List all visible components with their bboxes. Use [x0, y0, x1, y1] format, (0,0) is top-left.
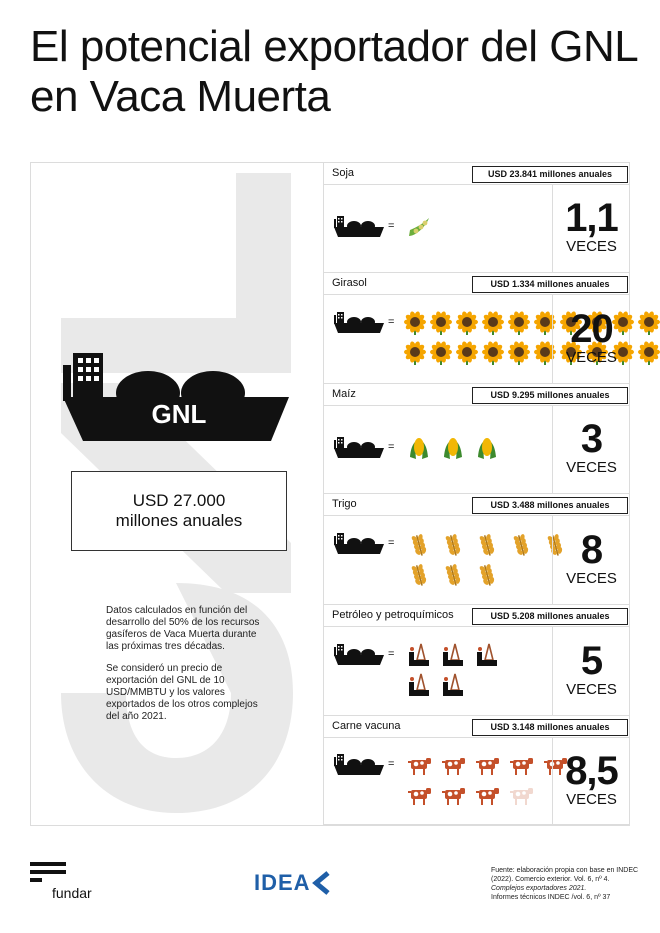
oil-rig-icon — [441, 672, 465, 698]
cow-icon — [509, 782, 533, 808]
times-box — [552, 737, 630, 824]
times-unit: VECES — [566, 348, 617, 366]
sunflower-icon — [455, 310, 479, 336]
sunflower-icon — [481, 310, 505, 336]
times-value: 1,1 — [565, 196, 618, 240]
oil-rig-icon — [475, 642, 499, 668]
times-value: 8 — [580, 527, 603, 572]
sunflower-icon — [507, 340, 531, 366]
wheat-icon — [509, 531, 533, 557]
equals-sign: = — [388, 647, 395, 660]
cow-icon — [475, 782, 499, 808]
times-unit: VECES — [566, 459, 617, 476]
times-unit: VECES — [566, 790, 617, 808]
wheat-icon — [407, 531, 431, 557]
cow-icon — [441, 782, 465, 808]
times-box — [552, 184, 630, 272]
idea-wordmark: IDEA — [254, 870, 311, 895]
comparison-row — [324, 163, 630, 273]
note-paragraph-2: Se consideró un precio de exportación del GNL de 10 USD/MMBTU y los valores exportados de los otros complejos del año 2021. — [106, 663, 258, 722]
methodology-note — [106, 605, 266, 733]
wheat-icon — [441, 531, 465, 557]
gnl-value: USD 27.000 — [132, 491, 226, 510]
complex-name: Trigo — [332, 498, 357, 510]
complex-value-badge: USD 3.488 millones anuales — [472, 497, 628, 514]
times-value: 8,5 — [565, 748, 618, 793]
lng-ship-small-icon — [334, 533, 384, 555]
sunflower-icon — [429, 340, 453, 366]
times-box — [552, 515, 630, 604]
lng-ship-small-icon — [334, 644, 384, 666]
equals-sign: = — [388, 315, 395, 328]
sunflower-icon — [637, 340, 660, 366]
source-line-3: Informes técnicos INDEC /vol. 6, nº 37 — [491, 894, 611, 901]
sunflower-icon — [455, 340, 479, 366]
equals-sign: = — [388, 441, 395, 453]
gnl-value-unit: millones anuales — [115, 511, 243, 530]
lng-ship-small-icon — [334, 312, 384, 334]
comparison-visual — [324, 405, 554, 494]
times-box — [552, 294, 630, 383]
complex-name: Girasol — [332, 277, 367, 289]
corn-icon — [407, 435, 431, 461]
complex-name: Petróleo y petroquímicos — [332, 609, 454, 621]
main-panel — [30, 162, 630, 826]
corn-icon — [475, 435, 499, 461]
gnl-value-box — [71, 471, 287, 551]
page-title: El potencial exportador del GNL en Vaca Muerta — [30, 22, 637, 121]
comparison-row — [324, 384, 630, 494]
equals-sign: = — [388, 220, 395, 232]
complex-value-badge: USD 3.148 millones anuales — [472, 719, 628, 736]
lng-ship-small-icon — [334, 216, 384, 238]
sunflower-icon — [481, 340, 505, 366]
complex-value-badge: USD 9.295 millones anuales — [472, 387, 628, 404]
comparison-row — [324, 494, 630, 605]
cow-icon — [407, 782, 431, 808]
comparison-visual — [324, 184, 554, 273]
equals-sign: = — [388, 536, 395, 549]
cow-icon — [441, 752, 465, 778]
oil-rig-icon — [407, 672, 431, 698]
sunflower-icon — [507, 310, 531, 336]
times-unit: VECES — [566, 680, 617, 698]
cow-icon — [407, 752, 431, 778]
times-box — [552, 405, 630, 493]
ship-label: GNL — [151, 399, 207, 429]
note-paragraph-1: Datos calculados en función del desarrollo del 50% de los recursos gasíferos de Vaca Muerta durante las próximas tres décadas. — [106, 605, 260, 652]
fundar-logo-icon — [30, 862, 70, 884]
complex-value-badge: USD 1.334 millones anuales — [472, 276, 628, 293]
times-box — [552, 626, 630, 715]
complex-value-badge: USD 5.208 millones anuales — [472, 608, 628, 625]
comparison-visual — [324, 737, 554, 825]
gnl-panel — [31, 163, 324, 825]
times-value: 3 — [580, 417, 603, 461]
lng-ship-small-icon — [334, 437, 384, 459]
sunflower-icon — [403, 340, 427, 366]
source-note — [491, 866, 641, 902]
fundar-wordmark: fundar — [52, 885, 92, 901]
sunflower-icon — [403, 310, 427, 336]
oil-rig-icon — [407, 642, 431, 668]
lng-ship-icon — [63, 353, 293, 445]
comparison-row — [324, 716, 630, 825]
cow-icon — [509, 752, 533, 778]
soybean-icon — [407, 214, 431, 240]
times-unit: VECES — [566, 569, 617, 587]
comparison-visual — [324, 294, 554, 384]
times-value: 5 — [580, 638, 603, 683]
complex-name: Maíz — [332, 388, 356, 400]
comparison-row — [324, 273, 630, 384]
comparison-visual — [324, 626, 554, 716]
wheat-icon — [475, 531, 499, 557]
source-line-1: Fuente: elaboración propia con base en INDEC (2022). Comercio exterior. Vol. 6, nº 4. — [491, 867, 639, 883]
idea-chevron-icon — [312, 871, 330, 895]
wheat-icon — [441, 561, 465, 587]
cow-icon — [475, 752, 499, 778]
comparison-visual — [324, 515, 554, 605]
complex-name: Soja — [332, 167, 355, 179]
source-line-2: Complejos exportadores 2021. — [491, 885, 587, 892]
complex-name: Carne vacuna — [332, 720, 401, 732]
comparison-row — [324, 605, 630, 716]
complex-value-badge: USD 23.841 millones anuales — [472, 166, 628, 183]
wheat-icon — [475, 561, 499, 587]
times-unit: VECES — [566, 238, 617, 255]
times-value: 20 — [570, 306, 613, 351]
sunflower-icon — [637, 310, 660, 336]
wheat-icon — [407, 561, 431, 587]
oil-rig-icon — [441, 642, 465, 668]
equals-sign: = — [388, 757, 395, 770]
sunflower-icon — [429, 310, 453, 336]
lng-ship-small-icon — [334, 754, 384, 776]
corn-icon — [441, 435, 465, 461]
